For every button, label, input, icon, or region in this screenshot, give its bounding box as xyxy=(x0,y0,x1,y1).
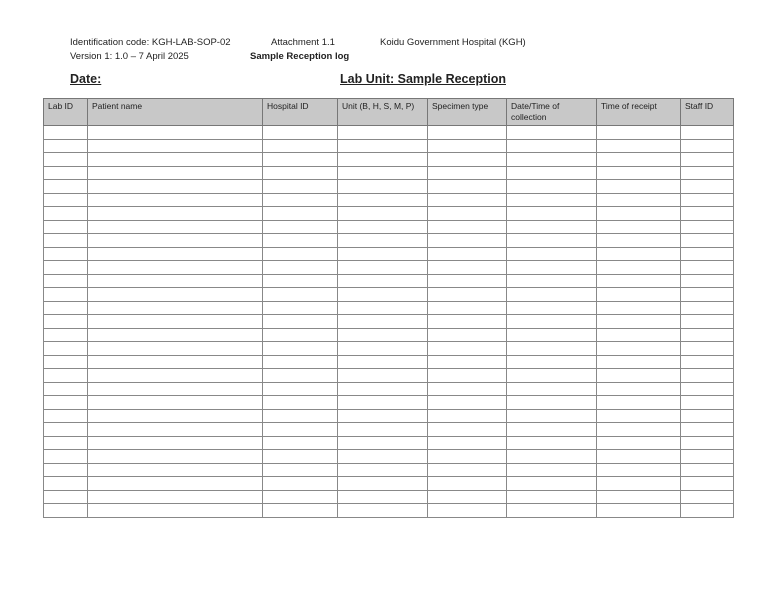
table-cell[interactable] xyxy=(597,490,681,504)
table-cell[interactable] xyxy=(507,220,597,234)
table-cell[interactable] xyxy=(263,301,338,315)
table-cell[interactable] xyxy=(88,234,263,248)
table-cell[interactable] xyxy=(44,328,88,342)
table-cell[interactable] xyxy=(507,490,597,504)
table-cell[interactable] xyxy=(597,288,681,302)
table-cell[interactable] xyxy=(44,234,88,248)
table-cell[interactable] xyxy=(338,247,428,261)
table-cell[interactable] xyxy=(597,234,681,248)
table-cell[interactable] xyxy=(428,193,507,207)
table-cell[interactable] xyxy=(428,382,507,396)
table-cell[interactable] xyxy=(681,126,734,140)
table-row xyxy=(44,382,734,396)
table-cell[interactable] xyxy=(597,193,681,207)
table-cell[interactable] xyxy=(263,355,338,369)
table-cell[interactable] xyxy=(597,301,681,315)
table-cell[interactable] xyxy=(88,504,263,518)
table-cell[interactable] xyxy=(597,166,681,180)
table-cell[interactable] xyxy=(681,247,734,261)
table-cell[interactable] xyxy=(428,477,507,491)
table-cell[interactable] xyxy=(507,207,597,221)
table-cell[interactable] xyxy=(88,355,263,369)
table-cell[interactable] xyxy=(428,409,507,423)
table-cell[interactable] xyxy=(507,247,597,261)
table-cell[interactable] xyxy=(428,274,507,288)
table-row xyxy=(44,153,734,167)
table-cell[interactable] xyxy=(88,126,263,140)
table-cell[interactable] xyxy=(597,463,681,477)
table-cell[interactable] xyxy=(338,436,428,450)
table-row xyxy=(44,207,734,221)
table-cell[interactable] xyxy=(338,382,428,396)
table-cell[interactable] xyxy=(507,193,597,207)
table-cell[interactable] xyxy=(88,369,263,383)
table-cell[interactable] xyxy=(681,369,734,383)
table-cell[interactable] xyxy=(88,301,263,315)
attachment-number: Attachment 1.1 xyxy=(271,37,335,48)
table-cell[interactable] xyxy=(428,369,507,383)
table-row xyxy=(44,477,734,491)
table-cell[interactable] xyxy=(88,153,263,167)
table-cell[interactable] xyxy=(507,423,597,437)
table-cell[interactable] xyxy=(597,207,681,221)
table-row xyxy=(44,328,734,342)
table-cell[interactable] xyxy=(507,288,597,302)
table-cell[interactable] xyxy=(681,193,734,207)
table-row xyxy=(44,355,734,369)
table-cell[interactable] xyxy=(263,342,338,356)
table-cell[interactable] xyxy=(507,355,597,369)
column-header: Hospital ID xyxy=(263,99,338,126)
table-cell[interactable] xyxy=(44,342,88,356)
table-row xyxy=(44,409,734,423)
table-cell[interactable] xyxy=(44,504,88,518)
table-row xyxy=(44,193,734,207)
table-cell[interactable] xyxy=(88,207,263,221)
table-cell[interactable] xyxy=(88,247,263,261)
table-cell[interactable] xyxy=(597,220,681,234)
column-header: Unit (B, H, S, M, P) xyxy=(338,99,428,126)
table-cell[interactable] xyxy=(597,315,681,329)
table-cell[interactable] xyxy=(338,234,428,248)
table-cell[interactable] xyxy=(44,463,88,477)
lab-unit-label: Lab Unit: Sample Reception xyxy=(340,72,506,86)
table-cell[interactable] xyxy=(88,220,263,234)
table-row xyxy=(44,288,734,302)
table-cell[interactable] xyxy=(428,396,507,410)
table-cell[interactable] xyxy=(681,342,734,356)
table-cell[interactable] xyxy=(681,234,734,248)
table-cell[interactable] xyxy=(44,139,88,153)
table-cell[interactable] xyxy=(507,450,597,464)
table-cell[interactable] xyxy=(263,450,338,464)
table-cell[interactable] xyxy=(44,477,88,491)
table-cell[interactable] xyxy=(507,328,597,342)
table-cell[interactable] xyxy=(338,274,428,288)
table-cell[interactable] xyxy=(338,180,428,194)
table-cell[interactable] xyxy=(44,288,88,302)
column-header: Date/Time of collection xyxy=(507,99,597,126)
table-cell[interactable] xyxy=(263,315,338,329)
table-row xyxy=(44,234,734,248)
table-cell[interactable] xyxy=(88,463,263,477)
table-cell[interactable] xyxy=(681,301,734,315)
table-cell[interactable] xyxy=(428,342,507,356)
table-row xyxy=(44,369,734,383)
table-cell[interactable] xyxy=(44,207,88,221)
table-cell[interactable] xyxy=(338,409,428,423)
table-cell[interactable] xyxy=(507,342,597,356)
table-row xyxy=(44,274,734,288)
table-cell[interactable] xyxy=(88,180,263,194)
table-row xyxy=(44,315,734,329)
table-cell[interactable] xyxy=(44,301,88,315)
table-cell[interactable] xyxy=(681,274,734,288)
table-cell[interactable] xyxy=(428,463,507,477)
hospital-name: Koidu Government Hospital (KGH) xyxy=(380,37,526,48)
table-cell[interactable] xyxy=(597,396,681,410)
table-cell[interactable] xyxy=(338,490,428,504)
table-cell[interactable] xyxy=(681,261,734,275)
table-cell[interactable] xyxy=(597,261,681,275)
table-cell[interactable] xyxy=(507,504,597,518)
table-cell[interactable] xyxy=(338,477,428,491)
table-cell[interactable] xyxy=(507,261,597,275)
table-cell[interactable] xyxy=(597,355,681,369)
table-cell[interactable] xyxy=(681,220,734,234)
table-cell[interactable] xyxy=(263,139,338,153)
table-cell[interactable] xyxy=(263,247,338,261)
table-cell[interactable] xyxy=(263,382,338,396)
table-cell[interactable] xyxy=(44,180,88,194)
table-cell[interactable] xyxy=(88,342,263,356)
table-cell[interactable] xyxy=(597,247,681,261)
table-cell[interactable] xyxy=(428,504,507,518)
table-cell[interactable] xyxy=(44,382,88,396)
table-cell[interactable] xyxy=(507,274,597,288)
table-cell[interactable] xyxy=(338,220,428,234)
table-cell[interactable] xyxy=(263,463,338,477)
table-cell[interactable] xyxy=(88,382,263,396)
table-cell[interactable] xyxy=(507,382,597,396)
table-cell[interactable] xyxy=(507,301,597,315)
table-cell[interactable] xyxy=(88,193,263,207)
table-cell[interactable] xyxy=(263,126,338,140)
table-cell[interactable] xyxy=(44,396,88,410)
table-cell[interactable] xyxy=(88,436,263,450)
table-cell[interactable] xyxy=(263,490,338,504)
table-cell[interactable] xyxy=(597,423,681,437)
table-cell[interactable] xyxy=(44,166,88,180)
table-row xyxy=(44,180,734,194)
table-cell[interactable] xyxy=(44,274,88,288)
table-cell[interactable] xyxy=(338,207,428,221)
table-cell[interactable] xyxy=(428,126,507,140)
table-cell[interactable] xyxy=(44,126,88,140)
table-cell[interactable] xyxy=(681,180,734,194)
table-cell[interactable] xyxy=(681,477,734,491)
table-cell[interactable] xyxy=(428,328,507,342)
table-cell[interactable] xyxy=(338,328,428,342)
table-cell[interactable] xyxy=(428,180,507,194)
table-cell[interactable] xyxy=(597,328,681,342)
table-row xyxy=(44,247,734,261)
table-cell[interactable] xyxy=(88,328,263,342)
table-cell[interactable] xyxy=(44,220,88,234)
table-cell[interactable] xyxy=(44,261,88,275)
table-cell[interactable] xyxy=(263,180,338,194)
table-row xyxy=(44,301,734,315)
table-cell[interactable] xyxy=(428,490,507,504)
table-cell[interactable] xyxy=(263,193,338,207)
table-cell[interactable] xyxy=(338,261,428,275)
column-header: Specimen type xyxy=(428,99,507,126)
table-cell[interactable] xyxy=(507,166,597,180)
version-info: Version 1: 1.0 – 7 April 2025 xyxy=(70,51,189,62)
table-cell[interactable] xyxy=(263,436,338,450)
table-cell[interactable] xyxy=(507,463,597,477)
table-cell[interactable] xyxy=(338,139,428,153)
table-cell[interactable] xyxy=(507,477,597,491)
table-cell[interactable] xyxy=(597,409,681,423)
table-row xyxy=(44,436,734,450)
table-cell[interactable] xyxy=(597,477,681,491)
table-cell[interactable] xyxy=(597,504,681,518)
table-cell[interactable] xyxy=(338,463,428,477)
log-title: Sample Reception log xyxy=(250,51,350,62)
table-cell[interactable] xyxy=(338,355,428,369)
table-cell[interactable] xyxy=(338,153,428,167)
table-cell[interactable] xyxy=(681,328,734,342)
table-row xyxy=(44,139,734,153)
table-cell[interactable] xyxy=(507,396,597,410)
table-cell[interactable] xyxy=(428,207,507,221)
table-cell[interactable] xyxy=(338,423,428,437)
table-cell[interactable] xyxy=(507,153,597,167)
table-cell[interactable] xyxy=(597,382,681,396)
table-cell[interactable] xyxy=(428,436,507,450)
table-cell[interactable] xyxy=(338,166,428,180)
table-cell[interactable] xyxy=(597,153,681,167)
table-cell[interactable] xyxy=(44,315,88,329)
column-header: Staff ID xyxy=(681,99,734,126)
table-cell[interactable] xyxy=(681,355,734,369)
table-cell[interactable] xyxy=(597,139,681,153)
table-cell[interactable] xyxy=(338,450,428,464)
table-cell[interactable] xyxy=(428,139,507,153)
table-cell[interactable] xyxy=(88,396,263,410)
table-cell[interactable] xyxy=(44,436,88,450)
date-label: Date: xyxy=(70,72,102,86)
table-cell[interactable] xyxy=(681,315,734,329)
table-cell[interactable] xyxy=(681,504,734,518)
table-cell[interactable] xyxy=(338,315,428,329)
table-cell[interactable] xyxy=(88,261,263,275)
table-row xyxy=(44,166,734,180)
table-row xyxy=(44,342,734,356)
table-cell[interactable] xyxy=(507,409,597,423)
table-row xyxy=(44,490,734,504)
table-cell[interactable] xyxy=(597,342,681,356)
table-cell[interactable] xyxy=(507,315,597,329)
table-cell[interactable] xyxy=(428,315,507,329)
table-cell[interactable] xyxy=(263,504,338,518)
table-cell[interactable] xyxy=(44,153,88,167)
table-cell[interactable] xyxy=(428,166,507,180)
table-row xyxy=(44,423,734,437)
table-cell[interactable] xyxy=(681,396,734,410)
table-cell[interactable] xyxy=(338,396,428,410)
table-cell[interactable] xyxy=(263,220,338,234)
table-cell[interactable] xyxy=(681,409,734,423)
table-row xyxy=(44,261,734,275)
table-header-row xyxy=(44,99,734,126)
table-cell[interactable] xyxy=(681,139,734,153)
table-cell[interactable] xyxy=(597,180,681,194)
table-cell[interactable] xyxy=(428,301,507,315)
table-cell[interactable] xyxy=(597,369,681,383)
column-header: Patient name xyxy=(88,99,263,126)
table-cell[interactable] xyxy=(263,166,338,180)
table-row xyxy=(44,220,734,234)
table-cell[interactable] xyxy=(88,315,263,329)
table-cell[interactable] xyxy=(338,193,428,207)
table-cell[interactable] xyxy=(263,423,338,437)
table-cell[interactable] xyxy=(44,369,88,383)
table-cell[interactable] xyxy=(681,490,734,504)
table-cell[interactable] xyxy=(428,153,507,167)
table-cell[interactable] xyxy=(507,180,597,194)
table-row xyxy=(44,504,734,518)
table-cell[interactable] xyxy=(681,288,734,302)
table-cell[interactable] xyxy=(507,126,597,140)
table-cell[interactable] xyxy=(263,207,338,221)
table-cell[interactable] xyxy=(338,369,428,383)
column-header: Time of receipt xyxy=(597,99,681,126)
table-cell[interactable] xyxy=(681,423,734,437)
table-cell[interactable] xyxy=(428,423,507,437)
table-cell[interactable] xyxy=(88,274,263,288)
table-cell[interactable] xyxy=(88,166,263,180)
table-cell[interactable] xyxy=(681,450,734,464)
table-cell[interactable] xyxy=(338,288,428,302)
table-cell[interactable] xyxy=(507,436,597,450)
table-cell[interactable] xyxy=(88,490,263,504)
table-cell[interactable] xyxy=(44,490,88,504)
table-cell[interactable] xyxy=(88,423,263,437)
table-cell[interactable] xyxy=(681,166,734,180)
table-cell[interactable] xyxy=(428,355,507,369)
table-cell[interactable] xyxy=(44,450,88,464)
table-cell[interactable] xyxy=(44,247,88,261)
table-cell[interactable] xyxy=(263,234,338,248)
table-cell[interactable] xyxy=(338,342,428,356)
table-cell[interactable] xyxy=(681,207,734,221)
table-cell[interactable] xyxy=(597,274,681,288)
table-cell[interactable] xyxy=(597,126,681,140)
table-cell[interactable] xyxy=(428,261,507,275)
table-cell[interactable] xyxy=(681,153,734,167)
table-cell[interactable] xyxy=(263,288,338,302)
table-cell[interactable] xyxy=(428,247,507,261)
table-cell[interactable] xyxy=(507,139,597,153)
table-cell[interactable] xyxy=(44,355,88,369)
table-cell[interactable] xyxy=(44,423,88,437)
table-cell[interactable] xyxy=(338,126,428,140)
sample-reception-table xyxy=(43,98,734,518)
column-header: Lab ID xyxy=(44,99,88,126)
table-cell[interactable] xyxy=(428,234,507,248)
table-cell[interactable] xyxy=(88,477,263,491)
table-cell[interactable] xyxy=(88,139,263,153)
table-cell[interactable] xyxy=(681,463,734,477)
table-cell[interactable] xyxy=(88,450,263,464)
table-cell[interactable] xyxy=(597,450,681,464)
table-cell[interactable] xyxy=(428,288,507,302)
table-cell[interactable] xyxy=(88,409,263,423)
table-cell[interactable] xyxy=(44,193,88,207)
table-cell[interactable] xyxy=(44,409,88,423)
table-row xyxy=(44,463,734,477)
table-cell[interactable] xyxy=(428,450,507,464)
table-cell[interactable] xyxy=(338,504,428,518)
table-cell[interactable] xyxy=(338,301,428,315)
table-cell[interactable] xyxy=(263,409,338,423)
identification-code: Identification code: KGH-LAB-SOP-02 xyxy=(70,37,231,48)
table-row xyxy=(44,396,734,410)
table-cell[interactable] xyxy=(681,436,734,450)
table-cell[interactable] xyxy=(597,436,681,450)
table-cell[interactable] xyxy=(263,261,338,275)
table-cell[interactable] xyxy=(263,274,338,288)
table-cell[interactable] xyxy=(507,369,597,383)
table-cell[interactable] xyxy=(263,396,338,410)
table-row xyxy=(44,126,734,140)
table-row xyxy=(44,450,734,464)
table-cell[interactable] xyxy=(88,288,263,302)
table-cell[interactable] xyxy=(263,153,338,167)
table-cell[interactable] xyxy=(507,234,597,248)
table-cell[interactable] xyxy=(428,220,507,234)
table-cell[interactable] xyxy=(263,328,338,342)
table-cell[interactable] xyxy=(263,477,338,491)
table-cell[interactable] xyxy=(263,369,338,383)
table-cell[interactable] xyxy=(681,382,734,396)
